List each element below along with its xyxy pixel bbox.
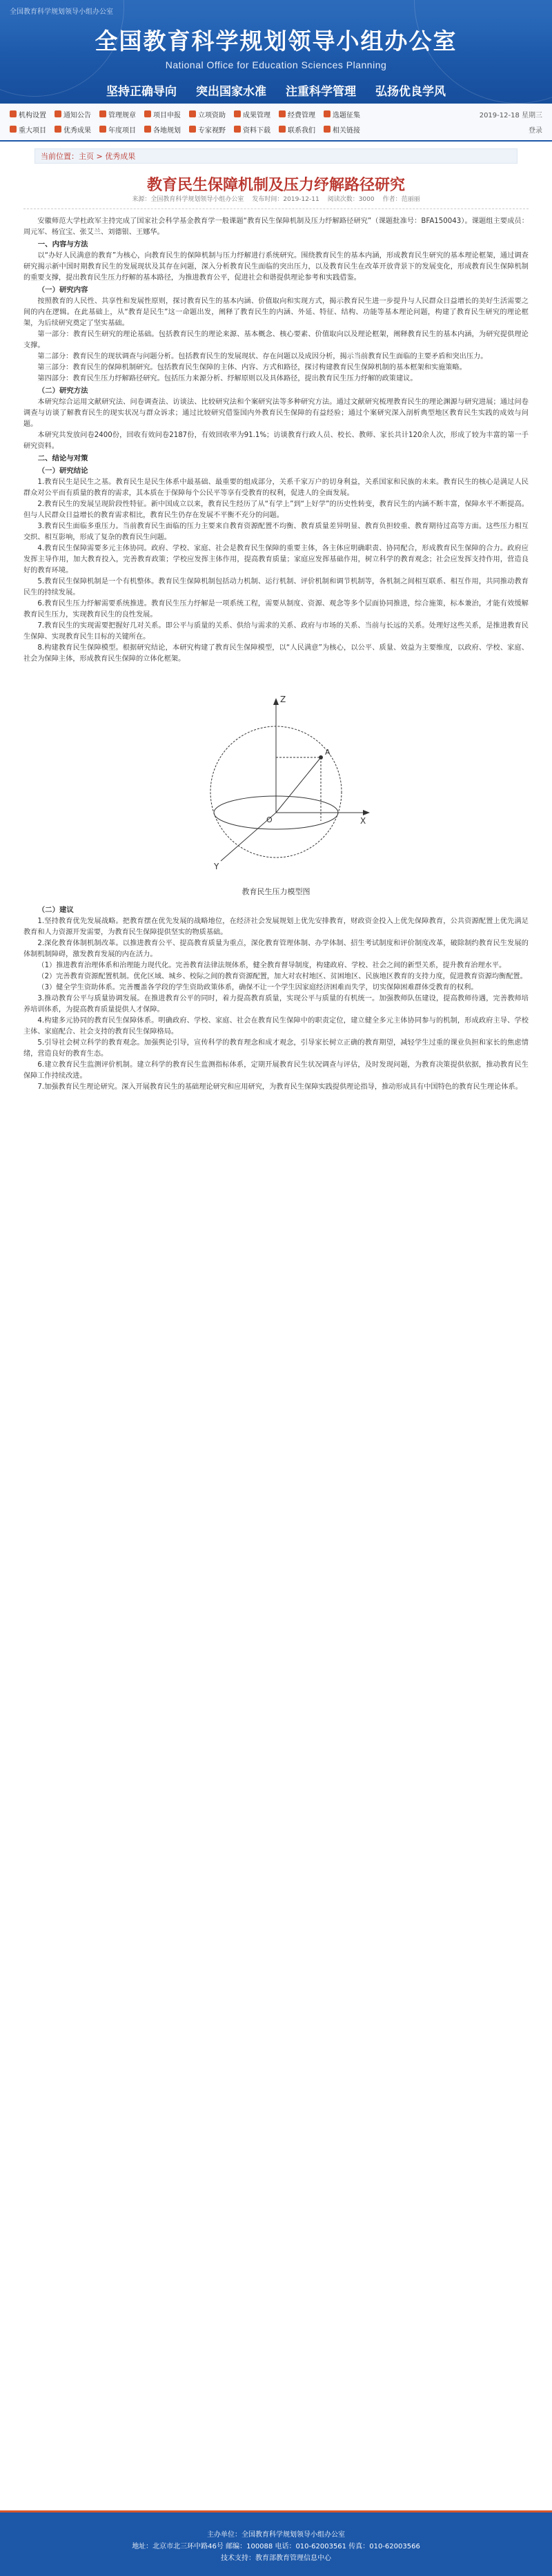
- article-body-continued: [23, 904, 529, 1093]
- slogan-text: 注重科学管理: [286, 85, 356, 99]
- footer-line: 主办单位：全国教育科学规划领导小组办公室: [207, 2531, 345, 2539]
- slogan-text: 突出国家水准: [196, 85, 266, 99]
- slogan-bar: [0, 81, 552, 99]
- paragraph: 安徽师范大学杜政军主持完成了国家社会科学基金教育学一般课题“教育民生保障机制及压力纾解路径研究”（课题批准号：BFA150043）。课题组主要成员：周元军、杨宜宝、张艾兰、刘德银、王娜华。: [23, 217, 529, 236]
- nav-item-label: 管理规章: [108, 111, 136, 119]
- z-arrow: [273, 698, 279, 705]
- main-nav: [0, 104, 552, 142]
- nav-item-label: 经费管理: [288, 111, 315, 119]
- nav-bullet-icon: [10, 110, 17, 117]
- paragraph: 2.教育民生的发展呈现阶段性特征。新中国成立以来，教育民生经历了从“有学上”到“上好学”的历史性转变，教育民生的内涵不断丰富，保障水平不断提高。但与人民群众日益增长的教育需求相比，教育民生仍存在发展不平衡不充分的问题。: [23, 501, 529, 519]
- article-meta-item: 来源：全国教育科学规划领导小组办公室: [132, 196, 244, 203]
- breadcrumb[interactable]: 当前位置：主页 > 优秀成果: [34, 148, 518, 164]
- nav-row-primary: [10, 106, 542, 122]
- nav-item[interactable]: [10, 124, 46, 135]
- paragraph: 5.引导社会树立科学的教育观念。加强舆论引导，宣传科学的教育理念和成才观念，引导家长树立正确的教育期望，减轻学生过重的课业负担和家长的焦虑情绪，营造良好的教育生态。: [23, 1039, 529, 1058]
- paragraph: 第二部分：教育民生的现状调查与问题分析。包括教育民生的发展现状、存在问题以及成因分析，揭示当前教育民生面临的主要矛盾和突出压力。: [37, 353, 488, 360]
- z-label: Z: [280, 695, 286, 704]
- nav-item-label: 优秀成果: [63, 126, 91, 135]
- pressure-model-figure: [172, 675, 379, 882]
- nav-item[interactable]: [55, 109, 91, 119]
- nav-item[interactable]: [324, 109, 360, 119]
- date-display: 2019-12-18 星期三: [479, 111, 542, 119]
- nav-item[interactable]: [279, 109, 315, 119]
- nav-bullet-icon: [99, 110, 106, 117]
- nav-item-label: 通知公告: [63, 111, 91, 119]
- paragraph: 4.教育民生保障需要多元主体协同。政府、学校、家庭、社会是教育民生保障的重要主体，各主体应明确职责、协同配合，形成教育民生保障的合力。政府应发挥主导作用，加大教育投入，完善教育政策；学校应发挥主体作用，提高教育质量；家庭应发挥基础作用，树立科学的教育观念；社会应发挥支持作用，营造良好的教育环境。: [23, 545, 529, 574]
- login-link[interactable]: 登录: [529, 126, 542, 135]
- nav-item[interactable]: [99, 109, 136, 119]
- nav-item-label: 专家视野: [198, 126, 226, 135]
- vector-line: [276, 757, 321, 813]
- nav-item[interactable]: [234, 109, 270, 119]
- paragraph: 按照教育的人民性、共享性和发展性原则，探讨教育民生的基本内涵、价值取向和实现方式，揭示教育民生进一步提升与人民群众日益增长的美好生活需要之间的内在逻辑。在此基础上，从“教育是民生”这一命题出发，阐释了教育民生的内涵、外延、特征、结构、功能等基本理论问题，构建了教育民生研究的理论框架，为后续研究奠定了坚实基础。: [23, 298, 529, 327]
- figure-caption: 教育民生压力模型图: [241, 887, 310, 896]
- nav-bullet-icon: [234, 126, 241, 133]
- section-heading: 二、结论与对策: [37, 454, 88, 463]
- nav-item-label: 选题征集: [333, 111, 360, 119]
- site-header: [0, 0, 552, 104]
- nav-item[interactable]: [10, 109, 46, 119]
- paragraph: 3.教育民生面临多重压力。当前教育民生面临的压力主要来自教育资源配置不均衡、教育质量差异明显、教育负担较重、教育期待过高等方面。这些压力相互交织、相互影响，形成了复杂的教育民生问题。: [23, 523, 529, 541]
- section-heading: （一）研究内容: [37, 286, 88, 294]
- paragraph: （2）完善教育资源配置机制。优化区域、城乡、校际之间的教育资源配置，加大对农村地区、贫困地区、民族地区教育的支持力度，促进教育资源均衡配置。: [37, 973, 527, 980]
- origin-label: O: [266, 815, 273, 824]
- nav-item-label: 资料下载: [243, 126, 270, 135]
- nav-item-label: 重大项目: [19, 126, 46, 135]
- paragraph: 第三部分：教育民生的保障机制研究。包括教育民生保障的主体、内容、方式和路径，探讨构建教育民生保障机制的基本框架和实施策略。: [37, 364, 466, 371]
- nav-item[interactable]: [234, 124, 270, 135]
- nav-bullet-icon: [189, 126, 196, 133]
- nav-item[interactable]: [189, 124, 226, 135]
- nav-item[interactable]: [144, 124, 181, 135]
- paragraph: 8.构建教育民生保障模型。根据研究结论，本研究构建了教育民生保障模型，以“人民满意”为核心，以公平、质量、效益为主要维度，以政府、学校、家庭、社会为保障主体，形成教育民生保障的立体化框架。: [23, 644, 529, 663]
- paragraph: 第一部分：教育民生研究的理论基础。包括教育民生的理论来源、基本概念、核心要素、价值取向以及理论框架，阐释教育民生的基本内涵，为研究提供理论支撑。: [23, 331, 529, 349]
- section-heading: （二）研究方法: [37, 387, 88, 395]
- paragraph: 第四部分：教育民生压力纾解路径研究。包括压力来源分析、纾解原则以及具体路径，提出教育民生压力纾解的政策建议。: [37, 375, 417, 382]
- nav-bullet-icon: [99, 126, 106, 133]
- article-meta: [23, 194, 529, 209]
- paragraph: 6.建立教育民生监测评价机制。建立科学的教育民生监测指标体系，定期开展教育民生状况调查与评估，及时发现问题，为教育决策提供依据，推动教育民生保障工作持续改进。: [23, 1061, 529, 1080]
- nav-item-label: 成果管理: [243, 111, 270, 119]
- nav-bullet-icon: [144, 110, 151, 117]
- nav-item-label: 联系我们: [288, 126, 315, 135]
- paragraph: 本研究共发放问卷2400份，回收有效问卷2187份，有效回收率为91.1%；访谈教育行政人员、校长、教师、家长共计120余人次，形成了较为丰富的第一手研究资料。: [23, 432, 529, 450]
- footer-line: 技术支持：教育部教育管理信息中心: [221, 2555, 331, 2562]
- nav-bullet-icon: [234, 110, 241, 117]
- nav-item[interactable]: [189, 109, 226, 119]
- nav-item-label: 年度项目: [108, 126, 136, 135]
- site-footer: [0, 2512, 552, 2576]
- x-label: X: [360, 816, 366, 826]
- site-title[interactable]: 全国教育科学规划领导小组办公室: [95, 28, 457, 55]
- breadcrumb-wrap: [0, 142, 552, 168]
- section-heading: （二）建议: [37, 906, 74, 914]
- paragraph: 1.坚持教育优先发展战略。把教育摆在优先发展的战略地位，在经济社会发展规划上优先安排教育，财政资金投入上优先保障教育，公共资源配置上优先满足教育和人力资源开发需要，为教育民生保障提供坚实的物质基础。: [23, 918, 529, 936]
- nav-bullet-icon: [10, 126, 17, 133]
- paragraph: 7.加强教育民生理论研究。深入开展教育民生的基础理论研究和应用研究，为教育民生保障实践提供理论指导，推动形成具有中国特色的教育民生理论体系。: [37, 1083, 522, 1091]
- paragraph: （3）健全学生资助体系。完善覆盖各学段的学生资助政策体系，确保不让一个学生因家庭经济困难而失学，切实保障困难群体受教育的权利。: [37, 984, 478, 991]
- nav-item[interactable]: [55, 124, 91, 135]
- paragraph: 本研究综合运用文献研究法、问卷调查法、访谈法、比较研究法和个案研究法等多种研究方法。通过文献研究梳理教育民生的理论渊源与研究进展；通过问卷调查与访谈了解教育民生的现实状况与群众诉求；通过比较研究借鉴国内外教育民生保障的有益经验；通过个案研究深入剖析典型地区教育民生实践的成效与问题。: [23, 398, 529, 428]
- article-meta-item: 发布时间：2019-12-11: [252, 196, 319, 203]
- footer-line: 地址：北京市北三环中路46号 邮编：100088 电话：010-62003561 传真：010-62003566: [132, 2543, 420, 2550]
- nav-item[interactable]: [144, 109, 181, 119]
- nav-bullet-icon: [55, 110, 61, 117]
- nav-bullet-icon: [324, 126, 331, 133]
- paragraph: 6.教育民生压力纾解需要系统推进。教育民生压力纾解是一项系统工程，需要从制度、资源、观念等多个层面协同推进，综合施策，标本兼治，才能有效缓解教育民生压力，实现教育民生的良性发展。: [23, 600, 529, 619]
- nav-item-label: 各地规划: [153, 126, 181, 135]
- paragraph: （1）推进教育治理体系和治理能力现代化。完善教育法律法规体系，健全教育督导制度，构建政府、学校、社会之间的新型关系，提升教育治理水平。: [37, 962, 506, 969]
- paragraph: 3.推动教育公平与质量协调发展。在推进教育公平的同时，着力提高教育质量，实现公平与质量的有机统一。加强教师队伍建设，提高教师待遇，完善教师培养培训体系，为提高教育质量提供人才保障。: [23, 995, 529, 1014]
- nav-bullet-icon: [144, 126, 151, 133]
- nav-bullet-icon: [324, 110, 331, 117]
- nav-item-label: 项目申报: [153, 111, 181, 119]
- nav-bullet-icon: [55, 126, 61, 133]
- nav-item-label: 立项资助: [198, 111, 226, 119]
- site-title-en: National Office for Education Sciences Planning: [165, 59, 387, 70]
- paragraph: 1.教育民生是民生之基。教育民生是民生体系中最基础、最重要的组成部分，关系千家万户的切身利益，关系国家和民族的未来。教育民生的核心是满足人民群众对公平而有质量的教育的需求，其本质在于保障每个公民平等享有受教育的权利，促进人的全面发展。: [23, 478, 529, 497]
- paragraph: 2.深化教育体制机制改革。以推进教育公平、提高教育质量为重点，深化教育管理体制、办学体制、招生考试制度和评价制度改革，破除制约教育民生发展的体制机制障碍，激发教育发展的内在活力。: [23, 940, 529, 958]
- nav-bullet-icon: [189, 110, 196, 117]
- section-heading: 一、内容与方法: [37, 240, 88, 249]
- y-label: Y: [214, 862, 219, 871]
- nav-bullet-icon: [279, 126, 286, 133]
- slogan-text: 弘扬优良学风: [375, 85, 446, 99]
- paragraph: 5.教育民生保障机制是一个有机整体。教育民生保障机制包括动力机制、运行机制、评价机制和调节机制等，各机制之间相互联系、相互作用，共同推动教育民生的持续发展。: [23, 578, 529, 597]
- paragraph: 4.构建多元协同的教育民生保障体系。明确政府、学校、家庭、社会在教育民生保障中的职责定位，建立健全多元主体协同参与的机制，形成政府主导、学校主体、家庭配合、社会支持的教育民生保障格局。: [23, 1017, 529, 1036]
- top-logo-text: 全国教育科学规划领导小组办公室: [10, 8, 113, 16]
- article-body: [23, 216, 529, 665]
- nav-bullet-icon: [279, 110, 286, 117]
- slogan-text: 坚持正确导向: [106, 85, 177, 99]
- article-meta-item: 作者：范丽丽: [382, 196, 420, 203]
- nav-item-label: 机构设置: [19, 111, 46, 119]
- paragraph: 7.教育民生的实现需要把握好几对关系。即公平与质量的关系、供给与需求的关系、政府与市场的关系、当前与长远的关系。处理好这些关系，是推进教育民生保障、实现教育民生目标的关键所在。: [23, 622, 529, 641]
- paragraph: 以“办好人民满意的教育”为核心，向教育民生的保障机制与压力纾解进行系统研究。围绕教育民生的基本内涵，形成教育民生研究的基本理论框架，通过调查研究揭示新中国时期教育民生的发展现状及其存在问题，深入分析教育民生面临的突出压力，以及教育民生在改革开放背景下的发展变化，形成教育民生保障机制的重要支撑，提出教育民生压力纾解的基本路径，为推进教育公平，促进社会和谐提供理论参考和实践借鉴。: [23, 252, 529, 282]
- x-arrow: [363, 810, 370, 815]
- article-meta-item: 阅读次数：3000: [327, 196, 375, 203]
- nav-item-label: 相关链接: [333, 126, 360, 135]
- nav-item[interactable]: [324, 124, 360, 135]
- article-title: 教育民生保障机制及压力纾解路径研究: [146, 176, 405, 194]
- point-label: A: [325, 748, 331, 757]
- nav-item[interactable]: [99, 124, 136, 135]
- model-diagram: [172, 675, 379, 882]
- nav-row-secondary: [10, 122, 542, 137]
- nav-item[interactable]: [279, 124, 315, 135]
- point-a: [319, 755, 323, 759]
- section-heading: （一）研究结论: [37, 467, 88, 475]
- article: [0, 173, 552, 1093]
